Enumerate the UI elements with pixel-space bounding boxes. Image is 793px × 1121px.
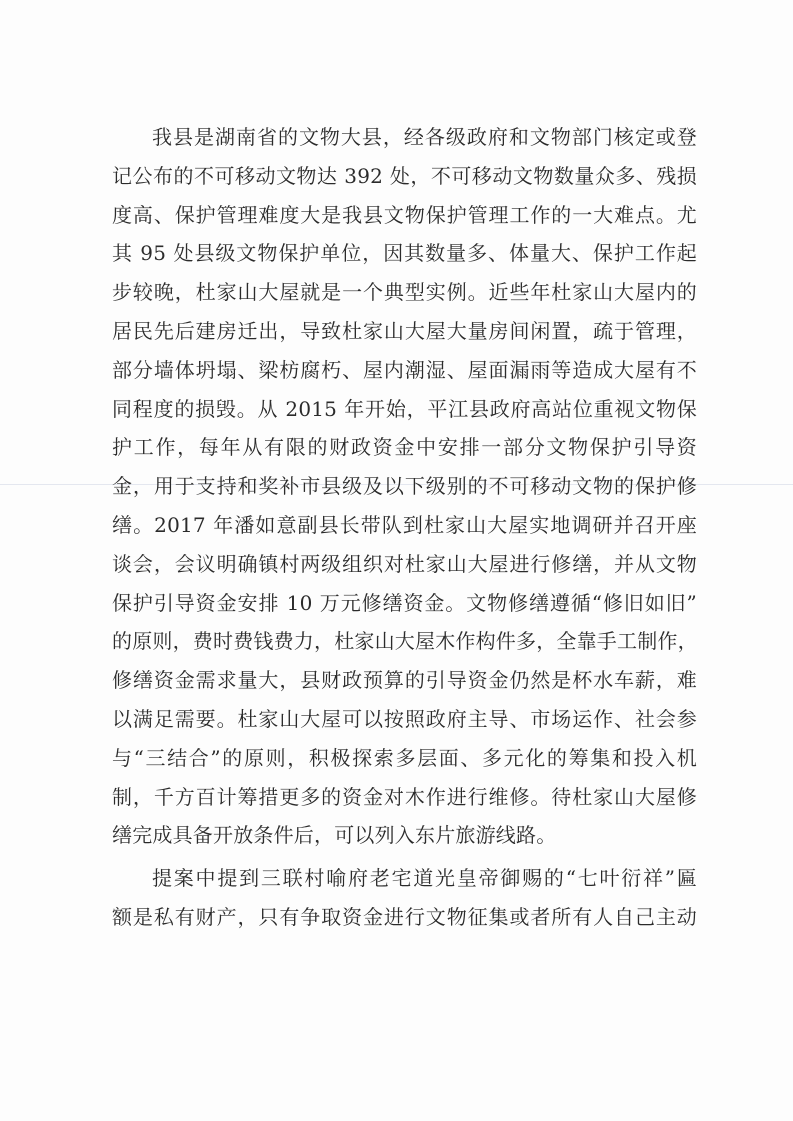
text-line: 与“三结合”的原则，积极探索多层面、多元化的筹集和投入机 — [112, 745, 697, 770]
text-line: 步较晚，杜家山大屋就是一个典型实例。近些年杜家山大屋内的 — [112, 280, 697, 305]
text-line: 缮完成具备开放条件后，可以列入东片旅游线路。 — [112, 823, 557, 848]
text-line: 以满足需要。杜家山大屋可以按照政府主导、市场运作、社会参 — [112, 706, 697, 731]
text-line: 度高、保护管理难度大是我县文物保护管理工作的一大难点。尤 — [112, 202, 697, 227]
text-line: 同程度的损毁。从 2015 年开始，平江县政府高站位重视文物保 — [112, 396, 697, 421]
text-line: 护工作，每年从有限的财政资金中安排一部分文物保护引导资 — [112, 435, 697, 460]
text-line: 记公布的不可移动文物达 392 处，不可移动文物数量众多、残损 — [112, 163, 697, 188]
text-line: 部分墙体坍塌、梁枋腐朽、屋内潮湿、屋面漏雨等造成大屋有不 — [112, 357, 697, 382]
text-line: 的原则，费时费钱费力，杜家山大屋木作构件多，全靠手工制作， — [112, 629, 698, 654]
body-text — [112, 118, 697, 937]
text-line: 保护引导资金安排 10 万元修缮资金。文物修缮遵循“修旧如旧” — [112, 590, 697, 615]
text-line: 其 95 处县级文物保护单位，因其数量多、体量大、保护工作起 — [112, 241, 697, 266]
text-line: 居民先后建房迁出，导致杜家山大屋大量房间闲置，疏于管理， — [112, 318, 697, 343]
text-line: 我县是湖南省的文物大县，经各级政府和文物部门核定或登 — [152, 125, 697, 149]
paragraph-1 — [112, 118, 697, 855]
text-line: 缮。2017 年潘如意副县长带队到杜家山大屋实地调研并召开座 — [112, 512, 697, 537]
text-line: 修缮资金需求量大，县财政预算的引导资金仍然是杯水车薪，难 — [112, 668, 697, 693]
text-line: 谈会，会议明确镇村两级组织对杜家山大屋进行修缮，并从文物 — [112, 551, 697, 576]
paragraph-2 — [112, 859, 697, 937]
text-line: 制，千方百计筹措更多的资金对木作进行维修。待杜家山大屋修 — [112, 784, 697, 809]
text-line: 提案中提到三联村喻府老宅道光皇帝御赐的“七叶衍祥”匾 — [152, 866, 697, 891]
text-line: 额是私有财产，只有争取资金进行文物征集或者所有人自己主动 — [112, 904, 697, 929]
text-line: 金，用于支持和奖补市县级及以下级别的不可移动文物的保护修 — [112, 474, 697, 499]
